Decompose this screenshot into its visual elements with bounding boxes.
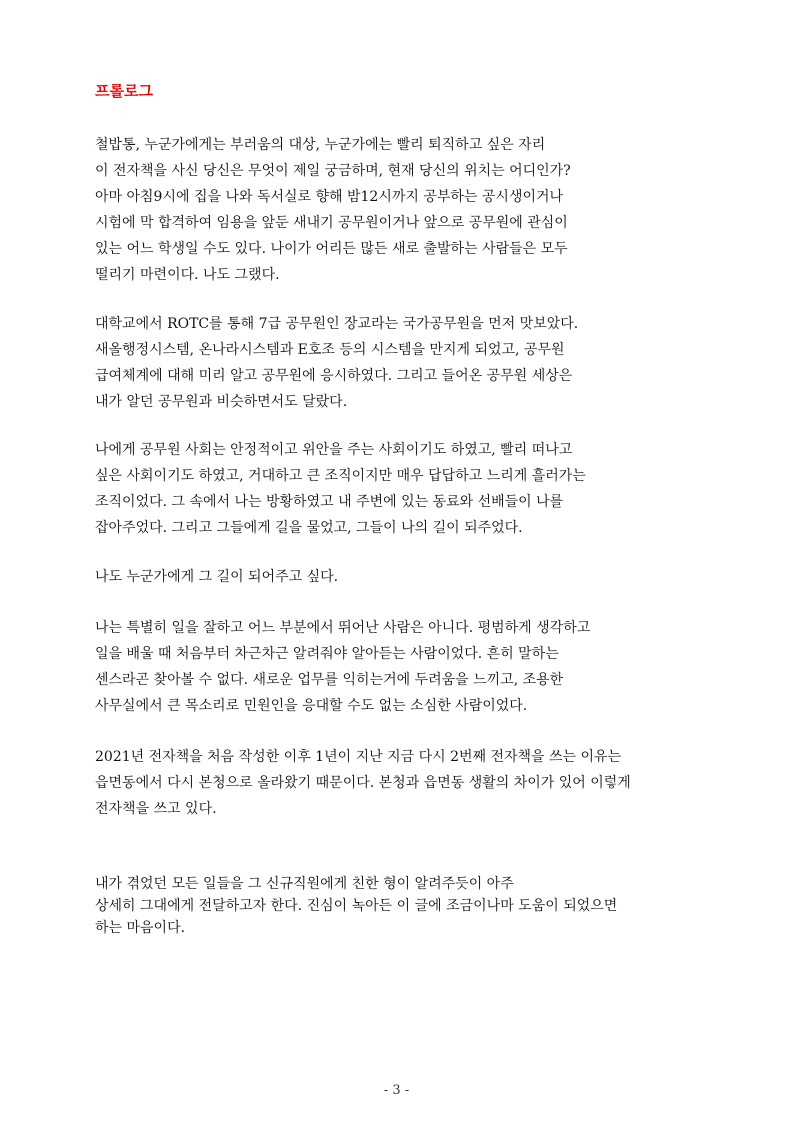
text-line: 내가 겪었던 모든 일들을 그 신규직원에게 친한 형이 알려주듯이 아주 [95,876,514,892]
paragraph-closing [95,871,715,941]
text-line: 상세히 그대에게 전달하고자 한다. 진심이 녹아든 이 글에 조금이나마 도움이 되었으면 [95,898,618,914]
paragraph-rotc [95,311,715,415]
text-line: 하는 마음이다. [95,920,186,936]
text-line: 대학교에서 ROTC를 통해 7급 공무원인 장교라는 국가공무원을 먼저 맛보았다. [95,316,579,332]
paragraph-intro [95,132,715,288]
paragraph-wish [95,564,715,590]
text-line: 전자책을 쓰고 있다. [95,801,217,817]
text-line: 시험에 막 합격하여 임용을 앞둔 새내기 공무원이거나 앞으로 공무원에 관심이 [95,215,568,231]
text-line: 2021년 전자책을 처음 작성한 이후 1년이 지난 지금 다시 2번째 전자책을 쓰는 이유는 [95,749,622,765]
paragraph-reason [95,744,715,822]
text-line: 새올행정시스템, 온나라시스템과 E호조 등의 시스템을 만지게 되었고, 공무원 [95,342,565,358]
paragraph-self [95,615,715,719]
text-line: 나에게 공무원 사회는 안정적이고 위안을 주는 사회이기도 하였고, 빨리 떠나고 [95,442,573,458]
text-line: 잡아주었다. 그리고 그들에게 길을 물었고, 그들이 나의 길이 되주었다. [95,520,523,536]
text-line: 있는 어느 학생일 수도 있다. 나이가 어리든 많든 새로 출발하는 사람들은 모두 [95,241,568,257]
text-line: 나도 누군가에게 그 길이 되어주고 싶다. [95,569,339,585]
prologue-heading: 프롤로그 [95,82,153,100]
text-line: 조직이었다. 그 속에서 나는 방황하였고 내 주변에 있는 동료와 선배들이 나를 [95,494,564,510]
text-line: 싶은 사회이기도 하였고, 거대하고 큰 조직이지만 매우 답답하고 느리게 흘러가는 [95,468,586,484]
text-line: 떨리기 마련이다. 나도 그랬다. [95,267,280,283]
page-number: - 3 - [383,1083,410,1098]
text-line: 아마 아침9시에 집을 나와 독서실로 향해 밤12시까지 공부하는 공시생이거나 [95,189,564,205]
text-line: 철밥통, 누군가에게는 부러움의 대상, 누군가에는 빨리 퇴직하고 싶은 자리 [95,137,546,153]
text-line: 읍면동에서 다시 본청으로 올라왔기 때문이다. 본청과 읍면동 생활의 차이가 있어 이렇게 [95,775,631,791]
text-line: 일을 배울 때 처음부터 차근차근 알려줘야 알아듣는 사람이었다. 흔히 말하는 [95,646,559,662]
text-line: 나는 특별히 일을 잘하고 어느 부분에서 뛰어난 사람은 아니다. 평범하게 생각하고 [95,620,591,636]
text-line: 내가 알던 공무원과 비슷하면서도 달랐다. [95,394,348,410]
text-line: 이 전자책을 사신 당신은 무엇이 제일 궁금하며, 현재 당신의 위치는 어디인가? [95,163,571,179]
text-line: 사무실에서 큰 목소리로 민원인을 응대할 수도 없는 소심한 사람이었다. [95,698,528,714]
paragraph-society [95,437,715,541]
text-line: 센스라곤 찾아볼 수 없다. 새로운 업무를 익히는거에 두려움을 느끼고, 조용한 [95,672,564,688]
text-line: 급여체계에 대해 미리 알고 공무원에 응시하였다. 그리고 들어온 공무원 세상은 [95,368,573,384]
